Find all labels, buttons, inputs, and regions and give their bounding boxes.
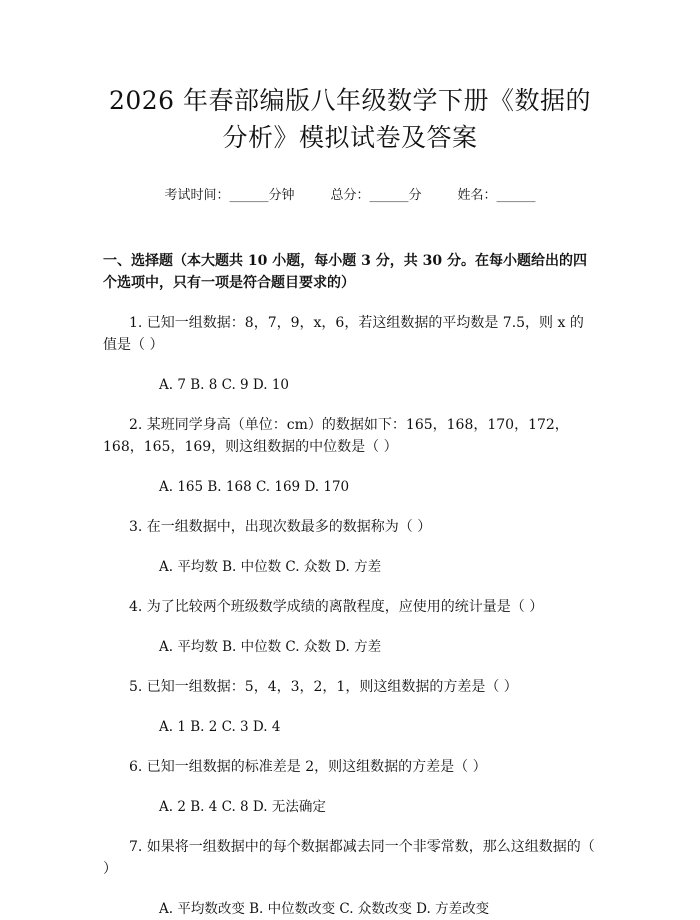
total-score-field: 总分：______分 [330, 188, 422, 203]
question-list [103, 312, 597, 920]
exam-info-row [103, 184, 597, 203]
question-5-options: A. 1 B. 2 C. 3 D. 4 [159, 719, 281, 735]
question-2-options: A. 165 B. 168 C. 169 D. 170 [159, 479, 350, 495]
exam-time-field: 考试时间：______分钟 [164, 188, 295, 203]
question-4-options: A. 平均数 B. 中位数 C. 众数 D. 方差 [159, 639, 382, 655]
document-title: 2026 年春部编版八年级数学下册《数据的分析》模拟试卷及答案 [108, 86, 592, 152]
question-6-stem: 6. 已知一组数据的标准差是 2，则这组数据的方差是（ ） [129, 759, 487, 775]
question-6-options: A. 2 B. 4 C. 8 D. 无法确定 [159, 799, 326, 815]
question-7-stem: 7. 如果将一组数据中的每个数据都减去同一个非零常数，那么这组数据的（ ） [103, 839, 595, 877]
name-field: 姓名：______ [457, 188, 536, 203]
question-1-stem: 1. 已知一组数据：8，7，9，x，6，若这组数据的平均数是 7.5，则 x 的值是（ ） [103, 315, 584, 353]
question-3-stem: 3. 在一组数据中，出现次数最多的数据称为（ ） [129, 519, 432, 535]
question-1-options: A. 7 B. 8 C. 9 D. 10 [159, 377, 290, 393]
question-3-options: A. 平均数 B. 中位数 C. 众数 D. 方差 [159, 559, 382, 575]
question-4-stem: 4. 为了比较两个班级数学成绩的离散程度，应使用的统计量是（ ） [129, 599, 544, 615]
question-2-stem: 2. 某班同学身高（单位：cm）的数据如下：165，168，170，172，168，165，169，则这组数据的中位数是（ ） [103, 417, 569, 455]
question-7-options: A. 平均数改变 B. 中位数改变 C. 众数改变 D. 方差改变 [159, 901, 490, 917]
section-heading-multiple-choice: 一、选择题（本大题共 10 小题，每小题 3 分，共 30 分。在每小题给出的四个选项中，只有一项是符合题目要求的） [103, 253, 587, 291]
question-5-stem: 5. 已知一组数据：5，4，3，2，1，则这组数据的方差是（ ） [129, 679, 518, 695]
